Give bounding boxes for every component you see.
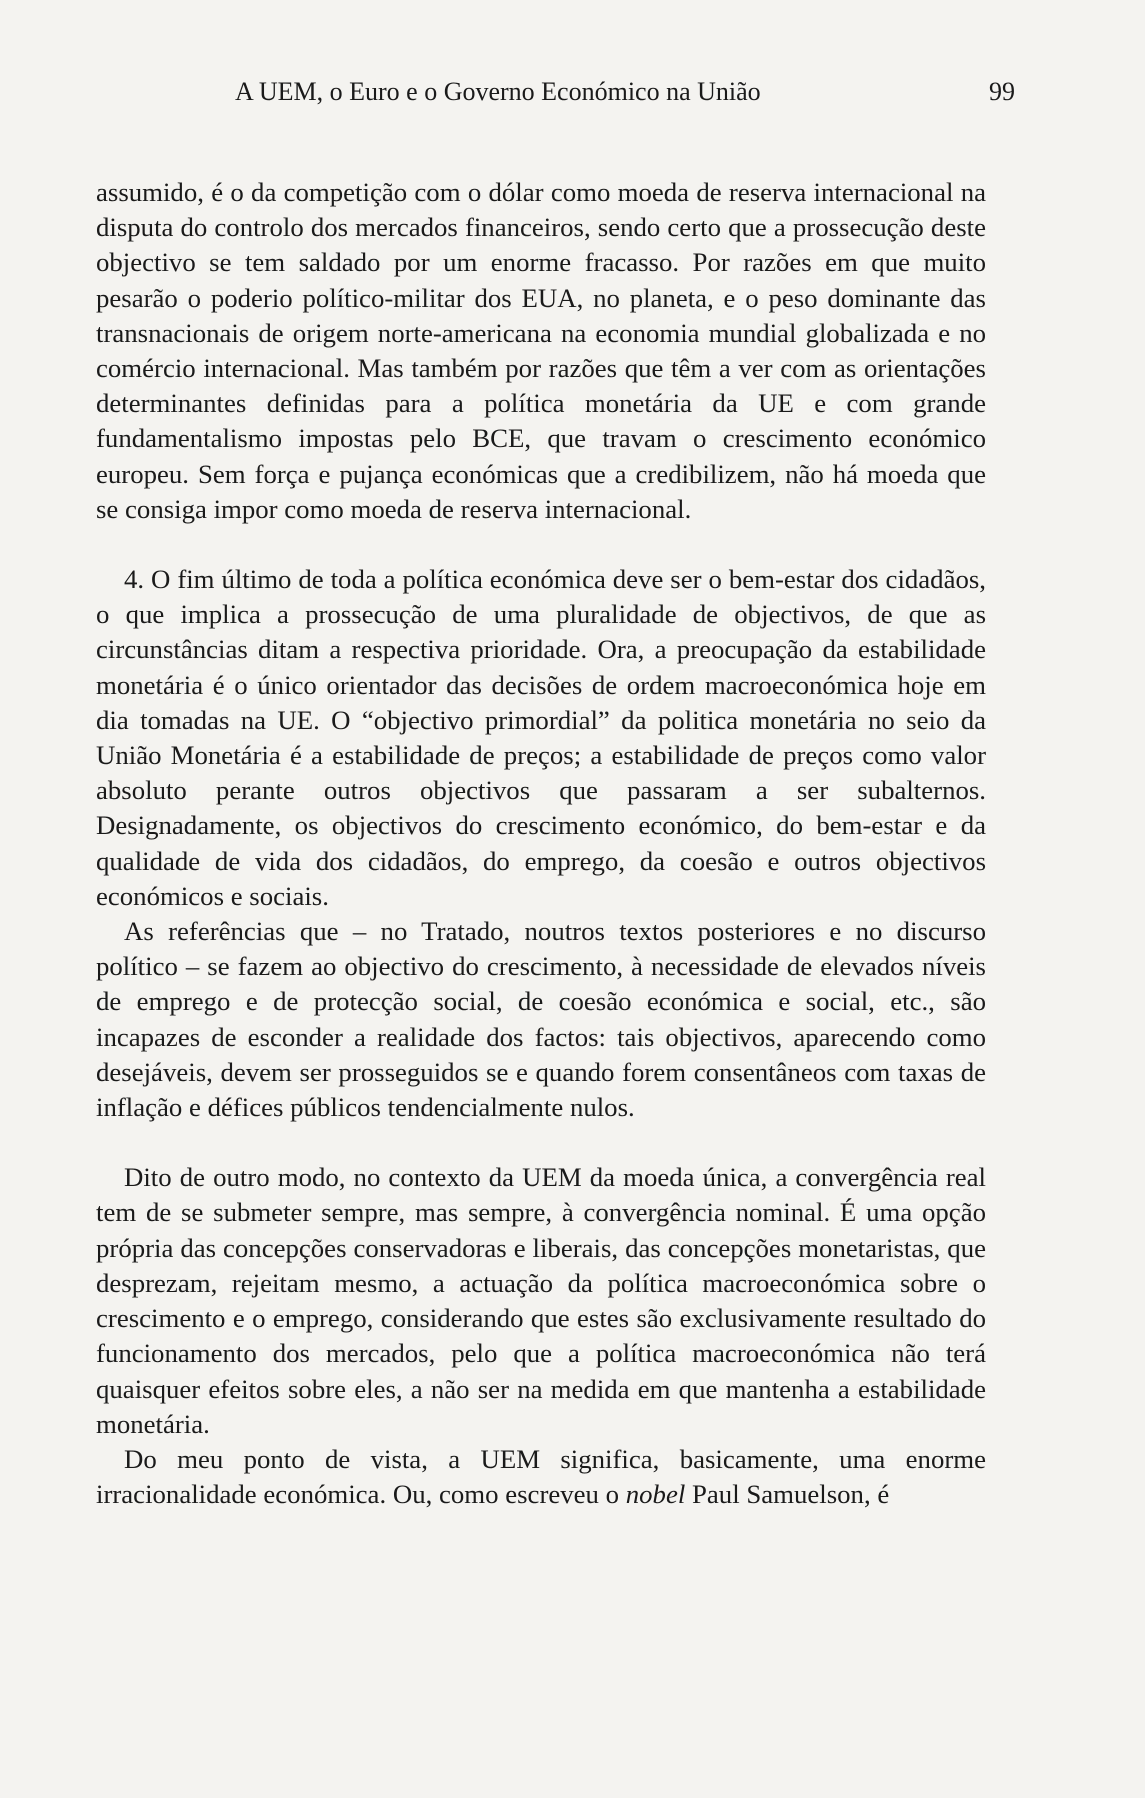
page-header — [235, 72, 1025, 112]
body-text — [96, 175, 986, 1512]
paragraph-other-words: Dito de outro modo, no contexto da UEM da moeda única, a convergência real tem de se submeter sempre, mas sempre, à convergência nominal. É uma opção própria das concepções conservadoras e liberais, das concepções monetaristas, que desprezam, rejeitam mesmo, a actuação da política macroeconómica sobre o crescimento e o emprego, considerando que estes são exclusivamente resultado do funcionamento dos mercados, pelo que a política macroeconómica não terá quaisquer efeitos sobre eles, a não ser na medida em que mantenha a estabilidade monetária. — [96, 1162, 986, 1439]
italic-term: nobel — [625, 1479, 686, 1510]
text-segment: Do meu ponto de vista, a UEM significa, basicamente, uma enorme irracionalidade económica. Ou, como escreveu o — [96, 1443, 986, 1510]
text-segment: Paul Samuelson, é — [685, 1479, 890, 1510]
running-title: A UEM, o Euro e o Governo Económico na União — [235, 77, 761, 106]
paragraph-continuation: assumido, é o da competição com o dólar como moeda de reserva internacional na disputa do controlo dos mercados financeiros, sendo certo que a prossecução deste objectivo se tem saldado por um enorme fracasso. Por razões em que muito pesarão o poderio político-militar dos EUA, no planeta, e o peso dominante das transnacionais de origem norte-americana na economia mundial globalizada e no comércio internacional. Mas também por razões que têm a ver com as orientações determinantes definidas para a política monetária da UE e com grande fundamentalismo impostas pelo BCE, que travam o crescimento económico europeu. Sem força e pujança económicas que a credibilizem, não há moeda que se consiga impor como moeda de reserva internacional. — [96, 177, 986, 524]
page-number: 99 — [989, 77, 1015, 106]
paragraph-section-4: 4. O fim último de toda a política económica deve ser o bem-estar dos cidadãos, o que implica a prossecução de uma pluralidade de objectivos, de que as circunstâncias ditam a respectiva prioridade. Ora, a preocupação da estabilidade monetária é o único orientador das decisões de ordem macroeconómica hoje em dia tomadas na UE. O “objectivo primordial” da politica monetária no seio da União Monetária é a estabilidade de preços; a estabilidade de preços como valor absoluto perante outros objectivos que passaram a ser subalternos. Designadamente, os objectivos do crescimento económico, do bem-estar e da qualidade de vida dos cidadãos, do emprego, da coesão e outros objectivos económicos e sociais. — [96, 564, 986, 911]
paragraph-references: As referências que – no Tratado, noutros textos posteriores e no discurso político – se fazem ao objectivo do crescimento, à necessidade de elevados níveis de emprego e de protecção social, de coesão económica e social, etc., são incapazes de esconder a realidade dos factos: tais objectivos, aparecendo como desejáveis, devem ser prosseguidos se e quando forem consentâneos com taxas de inflação e défices públicos tendencialmente nulos. — [96, 916, 986, 1123]
paragraph-point-of-view — [96, 1442, 986, 1512]
